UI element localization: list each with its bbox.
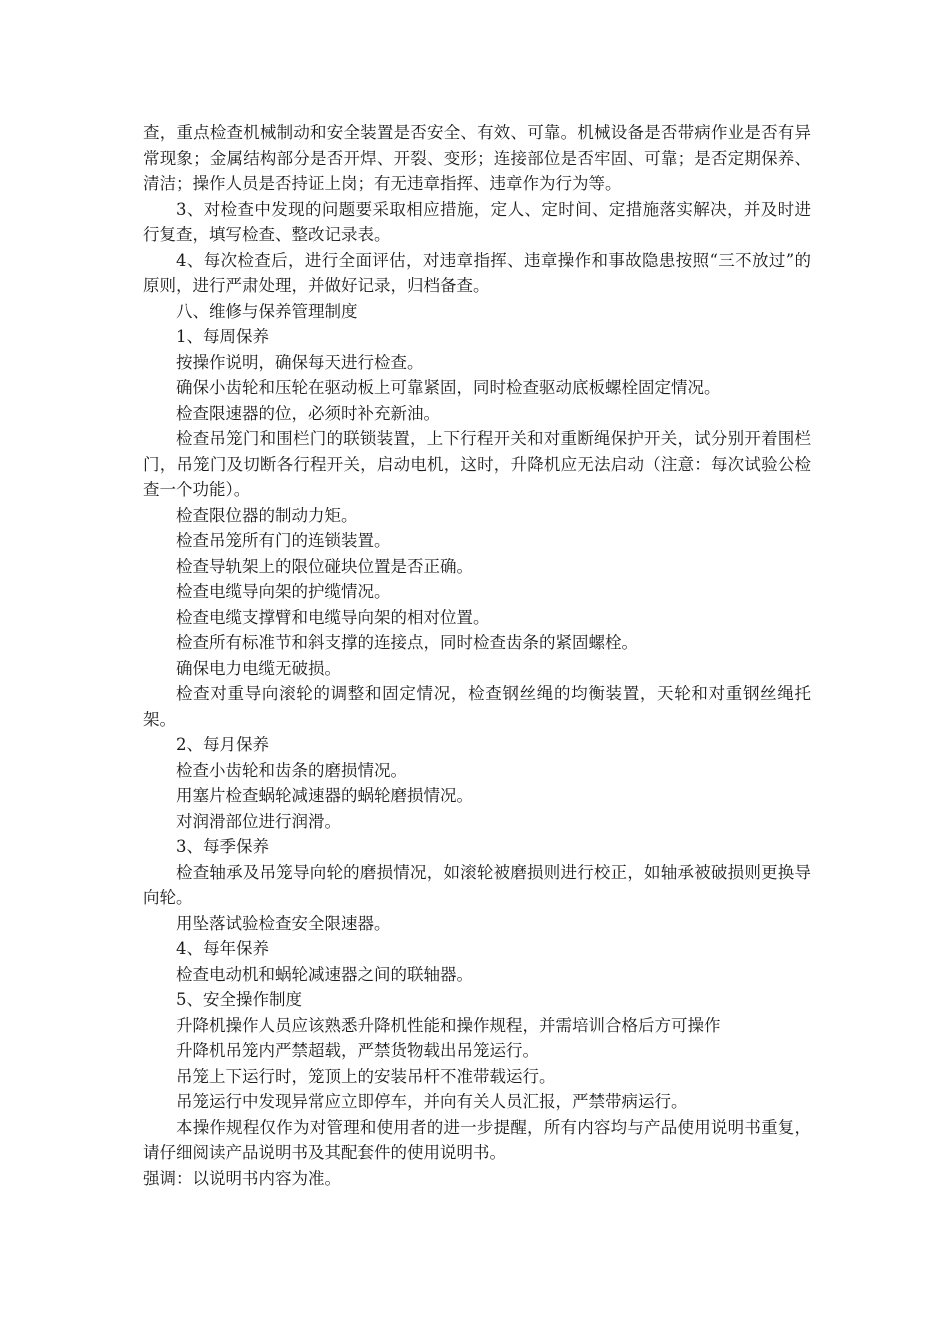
paragraph: 按操作说明，确保每天进行检查。 [176, 352, 424, 372]
paragraph: 检查限速器的位，必须时补充新油。 [176, 403, 440, 423]
paragraph: 4、每次检查后，进行全面评估，对违章指挥、违章操作和事故隐患按照“三不放过”的原则，进行严肃处理，并做好记录，归档备查。 [143, 250, 811, 295]
paragraph: 本操作规程仅作为对管理和使用者的进一步提醒，所有内容均与产品使用说明书重复，请仔细阅读产品说明书及其配套件的使用说明书。 [143, 1117, 811, 1162]
paragraph: 检查电缆导向架的护缆情况。 [176, 582, 391, 601]
paragraph: 检查限位器的制动力矩。 [176, 505, 358, 525]
paragraph: 检查吊笼门和围栏门的联锁装置，上下行程开关和对重断绳保护开关，试分别开着围栏门，吊笼门及切断各行程开关，启动电机，这时，升降机应无法启动（注意：每次试验公检查一个功能）。 [143, 429, 811, 499]
paragraph: 用坠落试验检查安全限速器。 [176, 913, 391, 933]
paragraph: 检查轴承及吊笼导向轮的磨损情况，如滚轮被磨损则进行校正，如轴承被破损则更换导向轮。 [143, 862, 811, 907]
paragraph: 检查小齿轮和齿条的磨损情况。 [176, 760, 407, 780]
paragraph: 吊笼上下运行时，笼顶上的安装吊杆不准带载运行。 [176, 1066, 556, 1086]
paragraph: 用塞片检查蜗轮减速器的蜗轮磨损情况。 [176, 786, 473, 805]
subsection-heading: 1、每周保养 [176, 327, 269, 346]
paragraph: 吊笼运行中发现异常应立即停车，并向有关人员汇报，严禁带病运行。 [176, 1092, 688, 1111]
paragraph: 检查电缆支撑臂和电缆导向架的相对位置。 [176, 607, 490, 627]
subsection-heading: 3、每季保养 [176, 837, 269, 856]
paragraph: 3、对检查中发现的问题要采取相应措施，定人、定时间、定措施落实解决，并及时进行复查，填写检查、整改记录表。 [143, 199, 811, 244]
paragraph: 升降机操作人员应该熟悉升降机性能和操作规程，并需培训合格后方可操作 [176, 1015, 721, 1035]
document-body [143, 120, 811, 1191]
subsection-heading: 2、每月保养 [176, 735, 269, 754]
paragraph: 确保小齿轮和压轮在驱动板上可靠紧固，同时检查驱动底板螺栓固定情况。 [176, 378, 721, 397]
paragraph: 检查所有标准节和斜支撑的连接点，同时检查齿条的紧固螺栓。 [176, 633, 638, 652]
paragraph: 对润滑部位进行润滑。 [176, 811, 341, 831]
paragraph: 检查对重导向滚轮的调整和固定情况，检查钢丝绳的均衡装置，天轮和对重钢丝绳托架。 [143, 684, 811, 729]
subsection-heading: 4、每年保养 [176, 939, 269, 958]
paragraph: 检查电动机和蜗轮减速器之间的联轴器。 [176, 964, 473, 984]
paragraph: 检查吊笼所有门的连锁装置。 [176, 531, 391, 550]
paragraph: 确保电力电缆无破损。 [176, 658, 341, 678]
paragraph: 升降机吊笼内严禁超载，严禁货物载出吊笼运行。 [176, 1041, 539, 1060]
closing-note: 强调：以说明书内容为准。 [143, 1168, 341, 1188]
subsection-heading: 5、安全操作制度 [176, 990, 302, 1009]
paragraph: 检查导轨架上的限位碰块位置是否正确。 [176, 556, 473, 576]
section-heading: 八、维修与保养管理制度 [176, 301, 358, 321]
paragraph: 查，重点检查机械制动和安全装置是否安全、有效、可靠。机械设备是否带病作业是否有异常现象；金属结构部分是否开焊、开裂、变形；连接部位是否牢固、可靠；是否定期保养、清洁；操作人员是否持证上岗；有无违章指挥、违章作为行为等。 [143, 123, 811, 193]
